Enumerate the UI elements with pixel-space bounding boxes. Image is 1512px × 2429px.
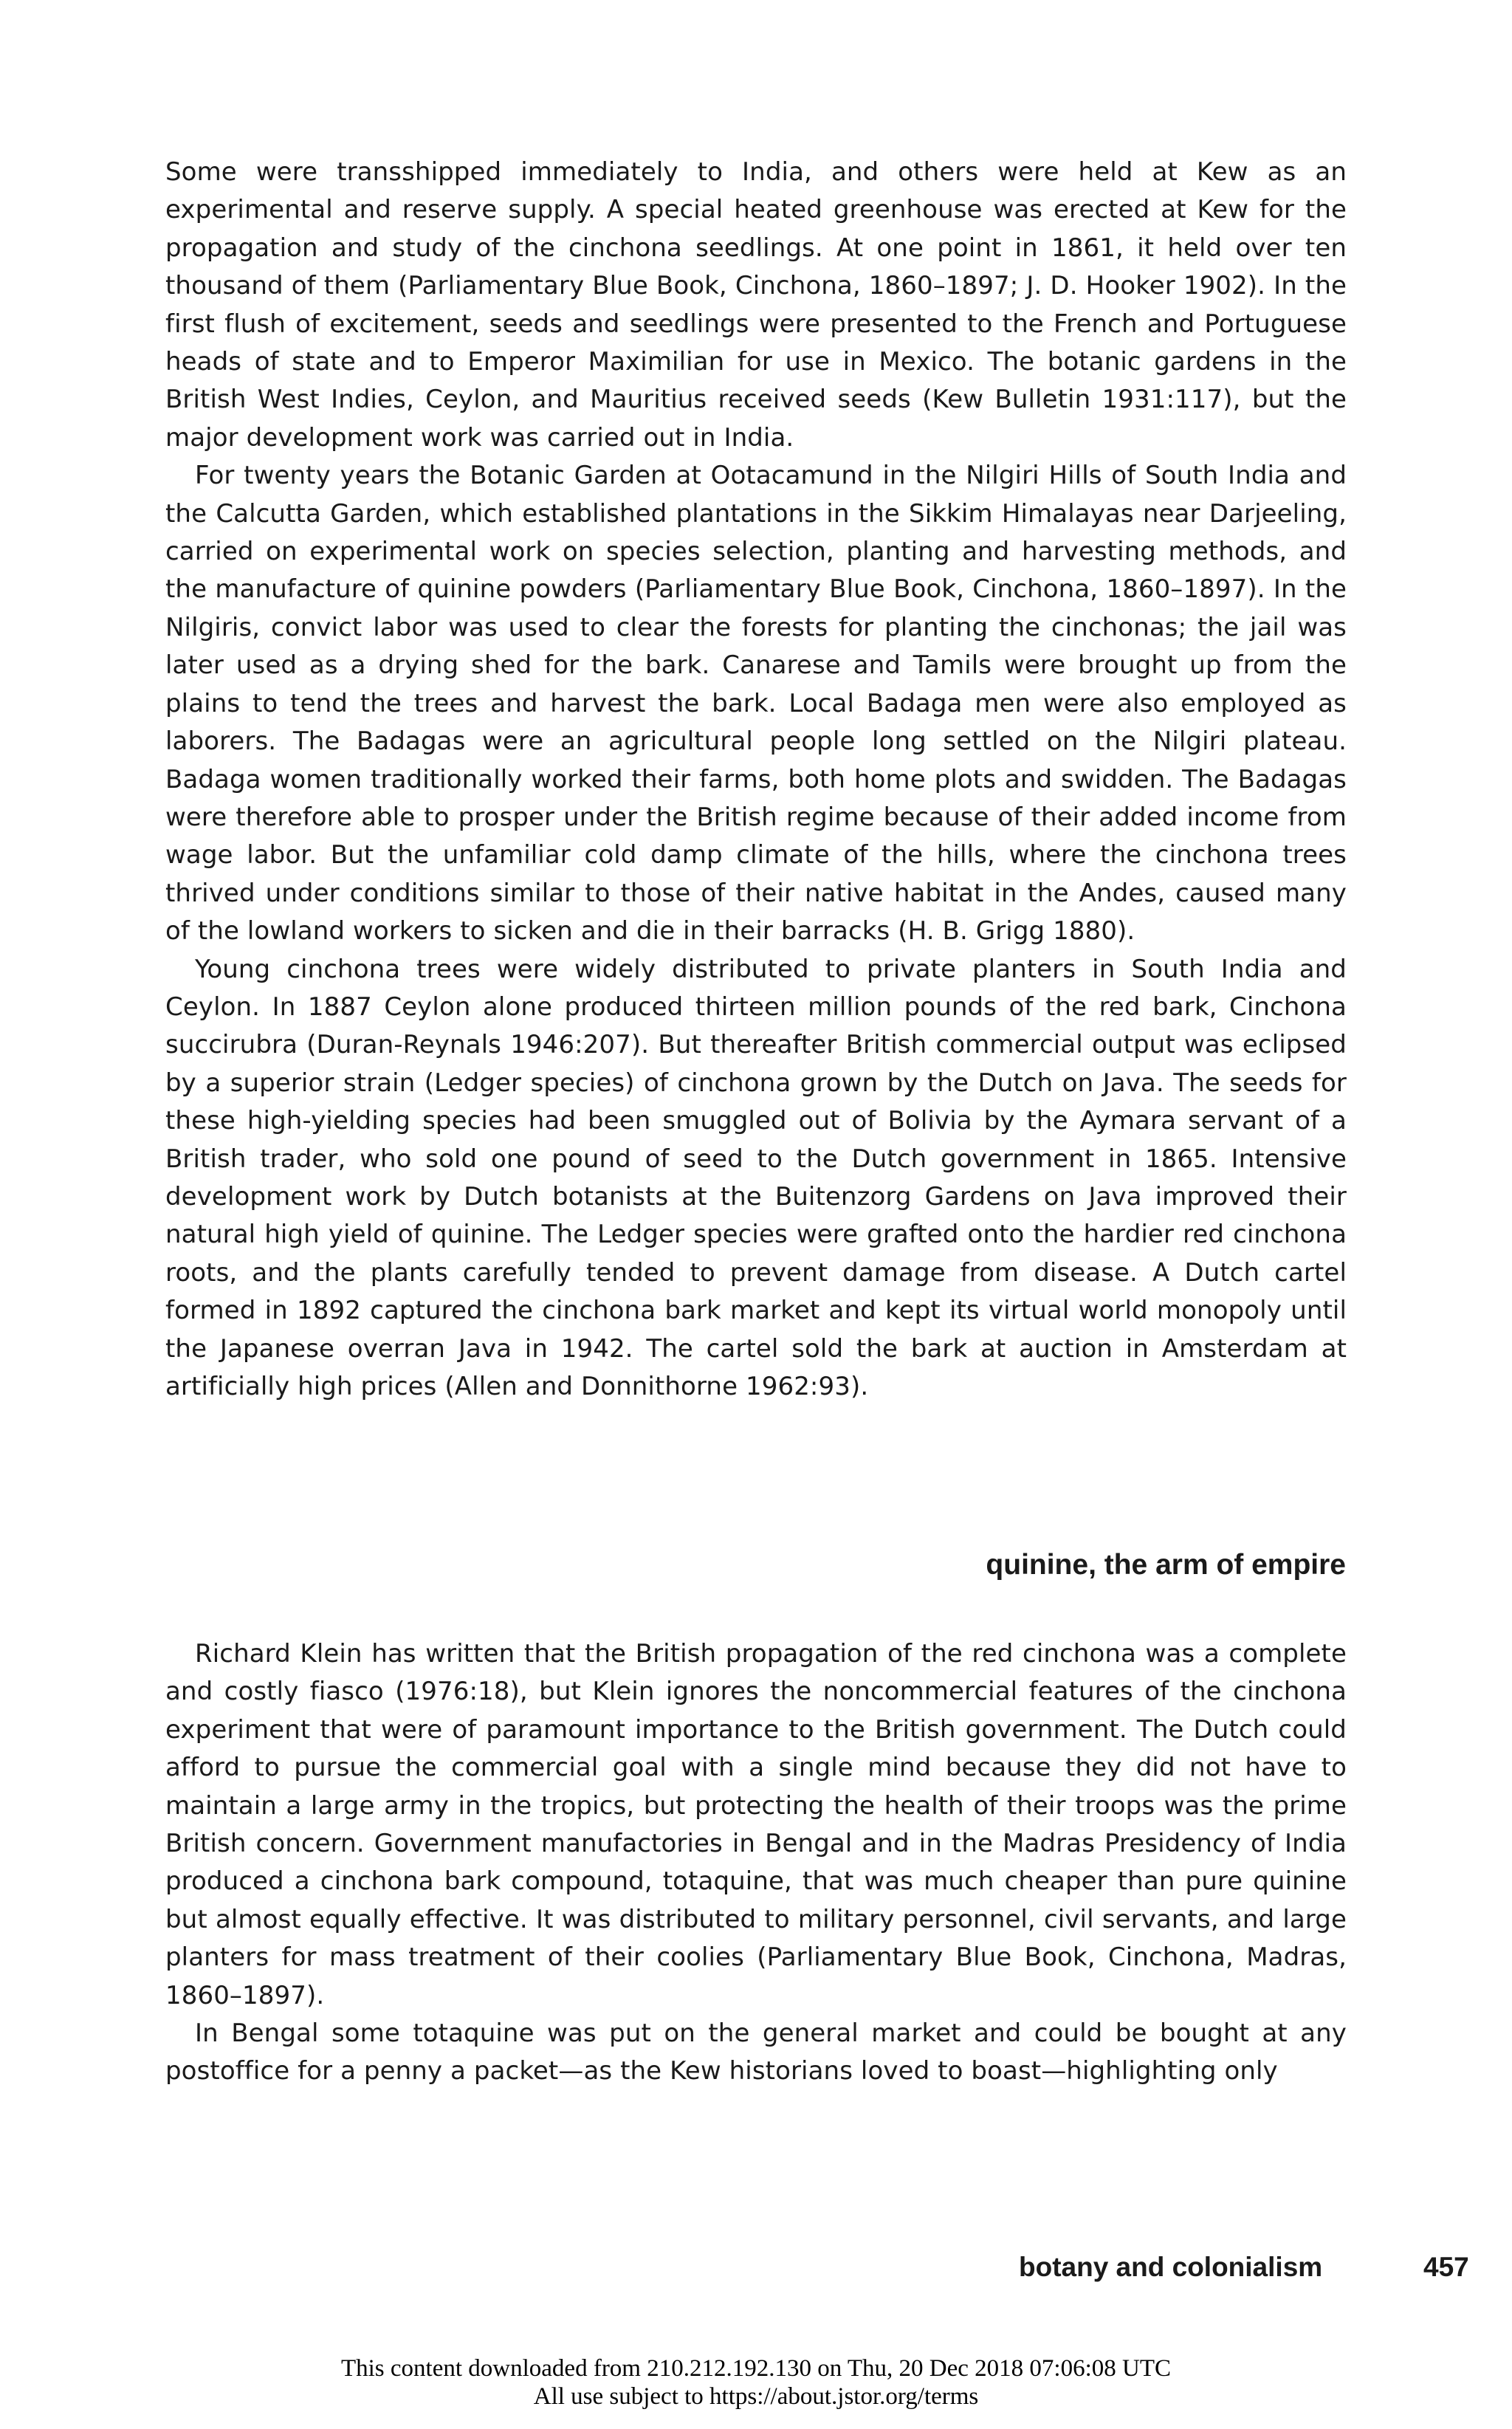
page-number: 457 <box>1423 2252 1469 2282</box>
paragraph: Richard Klein has written that the British propagation of the red cinchona was a complete and costly fiasco (1976:18), but Klein ignores the noncommercial features of the cinchona experiment that were of paramount importance to the British government. The Dutch could afford to pursue the commercial goal with a single mind because they did not have to maintain a large army in the tropics, but protecting the health of their troops was the prime British concern. Government manufactories in Bengal and in the Madras Presidency of India produced a cinchona bark compound, totaquine, that was much cheaper than pure quinine but almost equally effective. It was distributed to military personnel, civil servants, and large planters for mass treatment of their coolies (Parliamentary Blue Book, Cinchona, Madras, 1860–1897). <box>165 1639 1347 2010</box>
running-footer-title: botany and colonialism <box>1019 2252 1323 2282</box>
download-notice: This content downloaded from 210.212.192.130 on Thu, 20 Dec 2018 07:06:08 UTC <box>340 2355 1171 2382</box>
paragraph: For twenty years the Botanic Garden at Ootacamund in the Nilgiri Hills of South India and the Calcutta Garden, which established plantations in the Sikkim Himalayas near Darjeeling, carried on experimental work on species selection, planting and harvesting methods, and the manufacture of quinine powders (Parliamentary Blue Book, Cinchona, 1860–1897). In the Nilgiris, convict labor was used to clear the forests for planting the cinchonas; the jail was later used as a drying shed for the bark. Canarese and Tamils were brought up from the plains to tend the trees and harvest the bark. Local Badaga men were also employed as laborers. The Badagas were an agricultural people long settled on the Nilgiri plateau. Badaga women traditionally worked their farms, both home plots and swidden. The Badagas were therefore able to prosper under the British regime because of their added income from wage labor. But the unfamiliar cold damp climate of the hills, where the cinchona trees thrived under conditions similar to those of their native habitat in the Andes, caused many of the lowland workers to sicken and die in their barracks (H. B. Grigg 1880). <box>165 461 1347 946</box>
body-text-lower <box>165 1635 1347 2091</box>
paragraph: Some were transshipped immediately to India, and others were held at Kew as an experimental and reserve supply. A special heated greenhouse was erected at Kew for the propagation and study of the cinchona seedlings. At one point in 1861, it held over ten thousand of them (Parliamentary Blue Book, Cinchona, 1860–1897; J. D. Hooker 1902). In the first flush of excitement, seeds and seedlings were presented to the French and Portuguese heads of state and to Emperor Maximilian for use in Mexico. The botanic gardens in the British West Indies, Ceylon, and Mauritius received seeds (Kew Bulletin 1931:117), but the major development work was carried out in India. <box>165 157 1347 453</box>
section-heading: quinine, the arm of empire <box>986 1549 1346 1581</box>
paragraph: Young cinchona trees were widely distributed to private planters in South India and Ceylon. In 1887 Ceylon alone produced thirteen million pounds of the red bark, Cinchona succirubra (Duran-Reynals 1946:207). But thereafter British commercial output was eclipsed by a superior strain (Ledger species) of cinchona grown by the Dutch on Java. The seeds for these high-yielding species had been smuggled out of Bolivia by the Aymara servant of a British trader, who sold one pound of seed to the Dutch government in 1865. Intensive development work by Dutch botanists at the Buitenzorg Gardens on Java improved their natural high yield of quinine. The Ledger species were grafted onto the hardier red cinchona roots, and the plants carefully tended to prevent damage from disease. A Dutch cartel formed in 1892 captured the cinchona bark market and kept its virtual world monopoly until the Japanese overran Java in 1942. The cartel sold the bark at auction in Amsterdam at artificially high prices (Allen and Donnithorne 1962:93). <box>165 954 1347 1401</box>
paragraph: In Bengal some totaquine was put on the general market and could be bought at any postoffice for a penny a packet—as the Kew historians loved to boast—highlighting only <box>165 2019 1347 2086</box>
terms-notice: All use subject to https://about.jstor.org/terms <box>533 2383 979 2410</box>
body-text-upper <box>165 154 1347 1406</box>
